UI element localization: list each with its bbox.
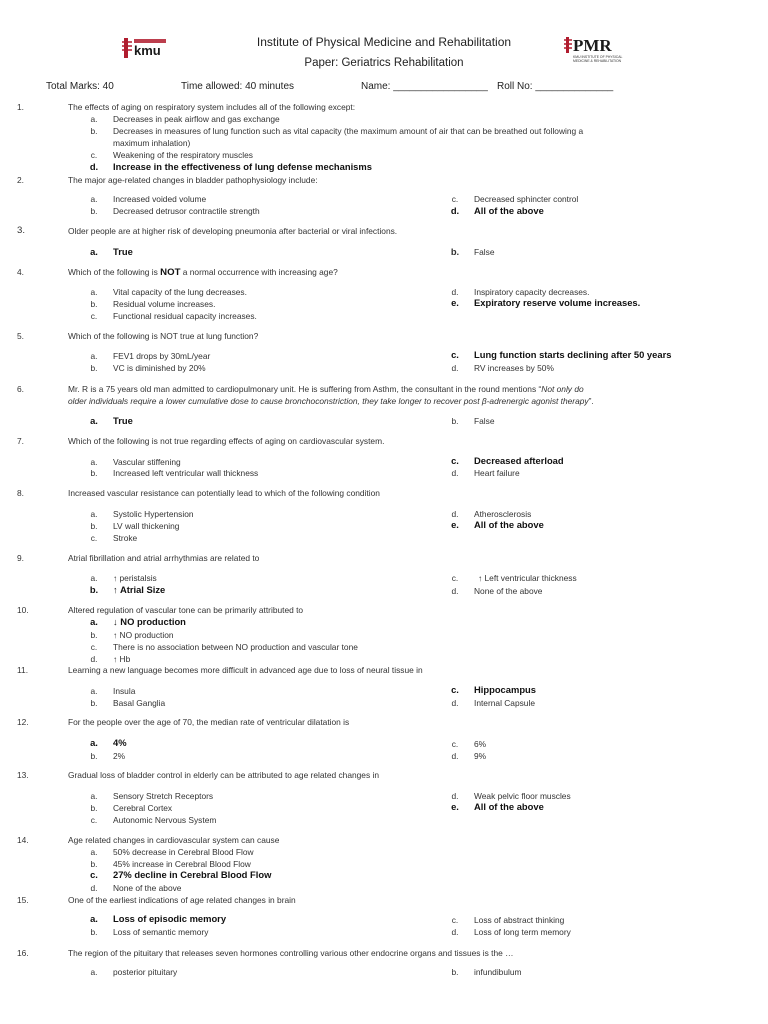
option-text: 27% decline in Cerebral Blood Flow xyxy=(113,869,272,880)
option-text: Insula xyxy=(113,686,136,696)
option-letter: d. xyxy=(451,287,459,297)
option-text: Increased voided volume xyxy=(113,194,207,204)
question-text: Which of the following is NOT true at lung function? xyxy=(68,331,259,341)
question-number: 2. xyxy=(17,175,24,185)
question-text: Older people are at higher risk of developing pneumonia after bacterial or viral infections. xyxy=(68,226,398,236)
option-text: Hippocampus xyxy=(474,684,536,695)
option-text: FEV1 drops by 30mL/year xyxy=(113,351,211,361)
option-text: 45% increase in Cerebral Blood Flow xyxy=(113,859,251,869)
option-letter: c. xyxy=(90,815,98,825)
question-quote: Not only do xyxy=(541,384,584,394)
question-text: Learning a new language becomes more difficult in advanced age due to loss of neural tissue in xyxy=(68,665,423,675)
option-letter: a. xyxy=(90,686,98,696)
option-letter: a. xyxy=(90,913,98,924)
question-number: 15. xyxy=(17,895,29,905)
option-text: Functional residual capacity increases. xyxy=(113,311,257,321)
option-text: posterior pituitary xyxy=(113,967,178,977)
question-text: Increased vascular resistance can potentially lead to which of the following condition xyxy=(68,488,380,498)
option-letter: b. xyxy=(90,751,98,761)
option-letter: b. xyxy=(90,630,98,640)
option-text: Decreased detrusor contractile strength xyxy=(113,206,260,216)
option-letter: c. xyxy=(451,573,459,583)
name-field: Name: _________________ xyxy=(361,81,488,92)
option-letter: d. xyxy=(451,698,459,708)
option-letter: b. xyxy=(90,206,98,216)
question-text: a normal occurrence with increasing age? xyxy=(180,267,338,277)
question-text: For the people over the age of 70, the median rate of ventricular dilatation is xyxy=(68,717,350,727)
option-text: Heart failure xyxy=(474,468,520,478)
option-letter: b. xyxy=(90,299,98,309)
option-letter: a. xyxy=(90,616,98,627)
option-letter: a. xyxy=(90,847,98,857)
question-text: Which of the following is xyxy=(68,267,161,277)
option-letter: b. xyxy=(90,698,98,708)
option-letter: b. xyxy=(90,803,98,813)
paper-title: Paper: Geriatrics Rehabilitation xyxy=(304,57,464,69)
question-text: Altered regulation of vascular tone can be primarily attributed to xyxy=(68,605,304,615)
option-letter: b. xyxy=(451,416,459,426)
option-letter: c. xyxy=(90,533,98,543)
option-letter: e. xyxy=(451,297,459,308)
option-letter: d. xyxy=(451,468,459,478)
option-text: Decreased afterload xyxy=(474,455,564,466)
option-letter: e. xyxy=(451,801,459,812)
option-text: Sensory Stretch Receptors xyxy=(113,791,214,801)
option-text: All of the above xyxy=(474,205,544,216)
option-text: 50% decrease in Cerebral Blood Flow xyxy=(113,847,254,857)
option-text: True xyxy=(113,246,133,257)
option-text: Loss of long term memory xyxy=(474,927,571,937)
question-number: 16. xyxy=(17,948,29,958)
pmr-logo-text: PMR xyxy=(573,36,612,55)
option-letter: d. xyxy=(451,791,459,801)
question-number: 14. xyxy=(17,835,29,845)
option-letter: a. xyxy=(90,351,98,361)
option-letter: c. xyxy=(451,739,459,749)
option-letter: a. xyxy=(90,737,98,748)
question-text: ”. xyxy=(588,396,594,406)
option-text: Weak pelvic floor muscles xyxy=(474,791,571,801)
option-text: VC is diminished by 20% xyxy=(113,363,206,373)
question-number: 6. xyxy=(17,384,24,394)
option-letter: c. xyxy=(451,194,459,204)
option-letter: a. xyxy=(90,114,98,124)
option-text: Inspiratory capacity decreases. xyxy=(474,287,590,297)
option-letter: a. xyxy=(90,509,98,519)
question-number: 9. xyxy=(17,553,24,563)
option-text: All of the above xyxy=(474,519,544,530)
question-number: 1. xyxy=(17,102,24,112)
option-text: 9% xyxy=(474,751,487,761)
option-text: Residual volume increases. xyxy=(113,299,216,309)
question-text: Gradual loss of bladder control in elderly can be attributed to age related changes in xyxy=(68,770,379,780)
time-allowed: Time allowed: 40 minutes xyxy=(181,81,295,92)
option-letter: d. xyxy=(90,883,98,893)
option-letter: b. xyxy=(89,584,99,595)
option-text: Loss of abstract thinking xyxy=(474,915,565,925)
option-text: Vascular stiffening xyxy=(113,457,181,467)
question-number: 12. xyxy=(17,717,29,727)
question-text: The effects of aging on respiratory system includes all of the following except: xyxy=(68,102,356,112)
option-text: Cerebral Cortex xyxy=(113,803,173,813)
option-text: Autonomic Nervous System xyxy=(113,815,217,825)
question-text: The region of the pituitary that releases seven hormones controlling various other endocrine organs and tissues is the … xyxy=(68,948,514,958)
option-text: ↑ Atrial Size xyxy=(113,584,166,595)
question-number: 11. xyxy=(17,665,29,675)
question-number: 10. xyxy=(17,605,29,615)
pmr-logo xyxy=(562,35,622,65)
option-text: Atherosclerosis xyxy=(474,509,532,519)
option-letter: c. xyxy=(451,455,459,466)
option-letter: a. xyxy=(90,194,98,204)
pmr-logo-sub1: KMU INSTITUTE OF PHYSICAL xyxy=(573,55,623,59)
option-text: All of the above xyxy=(474,801,544,812)
option-text: ↑ Hb xyxy=(113,654,131,664)
question-text: Atrial fibrillation and atrial arrhythmias are related to xyxy=(68,553,260,563)
option-letter: a. xyxy=(90,287,98,297)
option-text: RV increases by 50% xyxy=(474,363,554,373)
option-text: None of the above xyxy=(474,586,543,596)
roll-no-field: Roll No: ______________ xyxy=(497,81,614,92)
kmu-logo-text: kmu xyxy=(134,43,161,58)
option-text: False xyxy=(474,416,495,426)
option-text: ↑ Left ventricular thickness xyxy=(478,573,577,583)
option-text: 6% xyxy=(474,739,487,749)
option-letter: d. xyxy=(89,161,99,172)
option-text: Decreases in peak airflow and gas exchange xyxy=(113,114,280,124)
option-letter: a. xyxy=(90,246,98,257)
option-text: maximum inhalation) xyxy=(113,138,191,148)
question-number: 7. xyxy=(17,436,24,446)
option-letter: a. xyxy=(90,967,98,977)
question-text: One of the earliest indications of age related changes in brain xyxy=(68,895,296,905)
option-letter: d. xyxy=(451,509,459,519)
option-text: 4% xyxy=(113,737,127,748)
option-text: Decreases in measures of lung function such as vital capacity (the maximum amount of air that can be breathed out following a xyxy=(113,126,584,136)
option-letter: e. xyxy=(451,519,459,530)
option-text: Vital capacity of the lung decreases. xyxy=(113,287,247,297)
option-text: Weakening of the respiratory muscles xyxy=(113,150,253,160)
option-text: There is no association between NO production and vascular tone xyxy=(113,642,358,652)
question-text: Mr. R is a 75 years old man admitted to cardiopulmonary unit. He is suffering from Asthm, the consultant in the round mentions “ xyxy=(68,384,542,394)
option-text: Increase in the effectiveness of lung defense mechanisms xyxy=(113,161,372,172)
option-letter: c. xyxy=(451,349,459,360)
option-letter: c. xyxy=(90,642,98,652)
option-text: ↑ peristalsis xyxy=(113,573,157,583)
question-quote: older individuals require a lower cumulative dose to cause bronchoconstriction, they take longer to recover post β-adrenergic agonist therapy xyxy=(68,396,589,406)
question-number: 13. xyxy=(17,770,29,780)
option-letter: a. xyxy=(90,415,98,426)
question-text: Which of the following is not true regarding effects of aging on cardiovascular system. xyxy=(68,436,385,446)
option-letter: c. xyxy=(451,684,459,695)
option-letter: d. xyxy=(90,654,98,664)
option-text: Loss of episodic memory xyxy=(113,913,227,924)
option-text: True xyxy=(113,415,133,426)
option-letter: b. xyxy=(450,246,460,257)
question-number: 5. xyxy=(17,331,24,341)
option-letter: d. xyxy=(450,205,460,216)
option-letter: c. xyxy=(451,915,459,925)
option-text: Basal Ganglia xyxy=(113,698,166,708)
option-text: ↑ NO production xyxy=(113,630,174,640)
option-letter: a. xyxy=(90,573,98,583)
question-text: The major age-related changes in bladder pathophysiology include: xyxy=(68,175,318,185)
question-emphasis: NOT xyxy=(160,267,181,278)
option-letter: b. xyxy=(90,859,98,869)
question-number: 8. xyxy=(17,488,24,498)
option-letter: b. xyxy=(90,126,98,136)
option-letter: c. xyxy=(90,311,98,321)
total-marks: Total Marks: 40 xyxy=(46,81,114,92)
option-text: None of the above xyxy=(113,883,182,893)
option-text: Systolic Hypertension xyxy=(113,509,194,519)
option-letter: d. xyxy=(451,586,459,596)
option-letter: d. xyxy=(451,927,459,937)
option-letter: a. xyxy=(90,457,98,467)
option-letter: c. xyxy=(90,869,98,880)
question-number: 3. xyxy=(17,225,26,236)
question-text: Age related changes in cardiovascular system can cause xyxy=(68,835,280,845)
pmr-logo-sub2: MEDICINE & REHABILITATION xyxy=(573,59,622,63)
option-text: Increased left ventricular wall thickness xyxy=(113,468,259,478)
option-text: Decreased sphincter control xyxy=(474,194,579,204)
option-text: Lung function starts declining after 50 years xyxy=(474,349,672,360)
option-text: infundibulum xyxy=(474,967,522,977)
option-letter: b. xyxy=(90,521,98,531)
option-letter: d. xyxy=(451,363,459,373)
question-number: 4. xyxy=(17,267,24,277)
institute-title: Institute of Physical Medicine and Rehabilitation xyxy=(256,35,512,49)
option-text: Expiratory reserve volume increases. xyxy=(474,297,641,308)
option-text: LV wall thickening xyxy=(113,521,180,531)
option-text: 2% xyxy=(113,751,126,761)
option-text: False xyxy=(474,247,495,257)
option-text: ↓ NO production xyxy=(113,616,186,627)
option-letter: b. xyxy=(90,363,98,373)
option-letter: a. xyxy=(90,791,98,801)
option-text: Internal Capsule xyxy=(474,698,535,708)
option-text: Stroke xyxy=(113,533,138,543)
option-letter: b. xyxy=(90,468,98,478)
option-letter: c. xyxy=(90,150,98,160)
option-text: Loss of semantic memory xyxy=(113,927,209,937)
option-letter: b. xyxy=(451,967,459,977)
option-letter: b. xyxy=(90,927,98,937)
option-letter: d. xyxy=(451,751,459,761)
